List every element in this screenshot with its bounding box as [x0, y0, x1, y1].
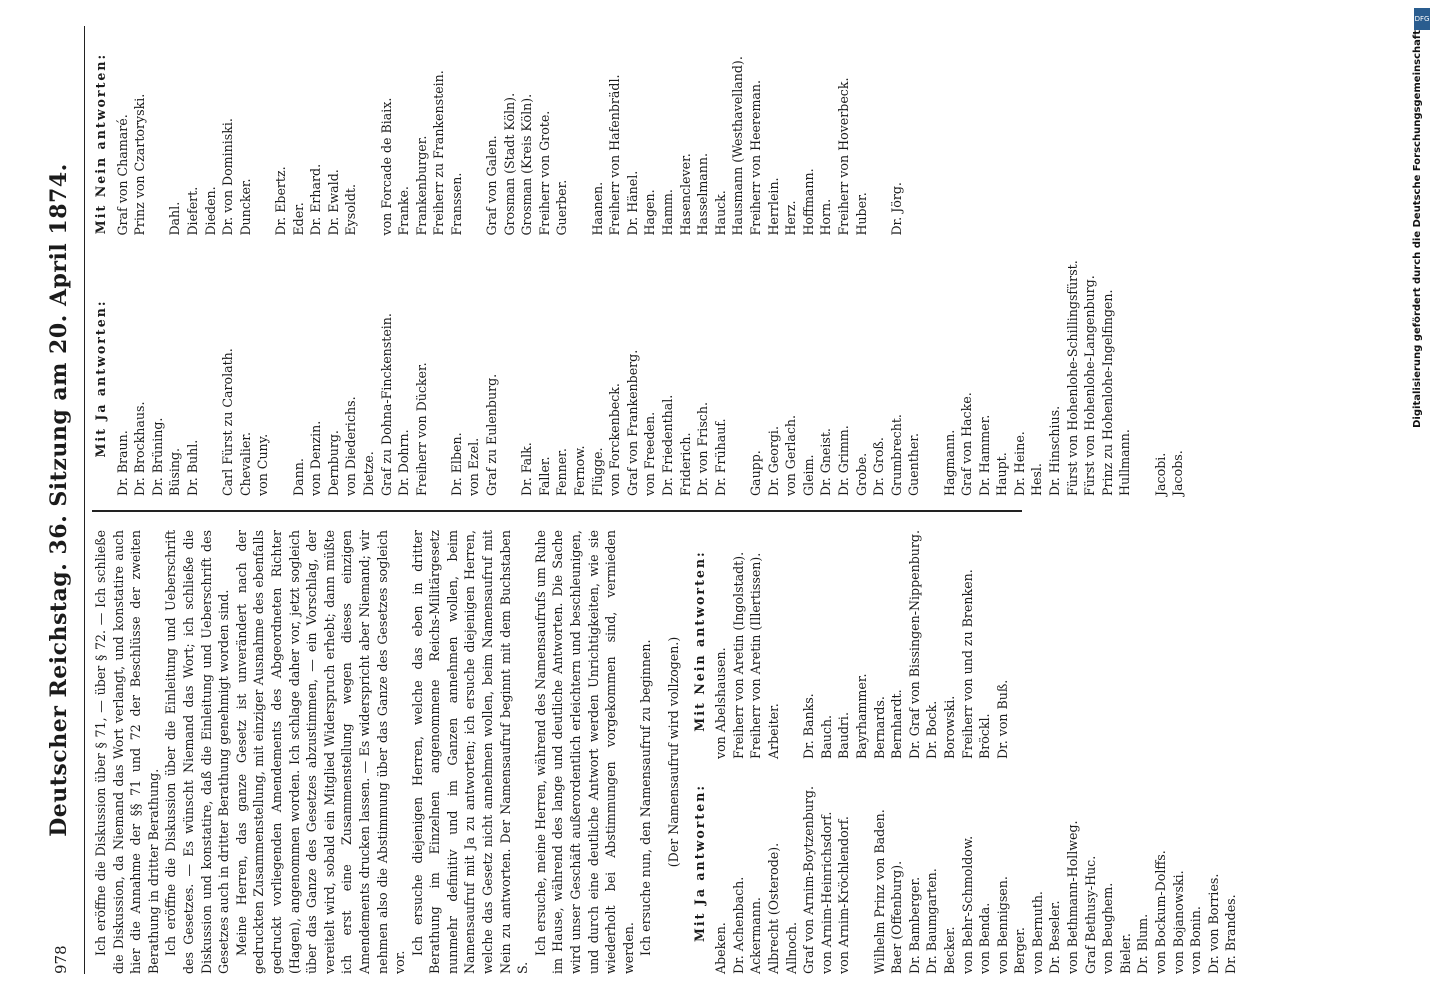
- spacer: [501, 242, 519, 496]
- member-name: Graf Bethusy-Huc.: [1082, 855, 1098, 974]
- nein-list-right: [114, 26, 1187, 236]
- member-name: Hoffmann.: [800, 168, 816, 236]
- member-name: Dr. Grimm.: [835, 425, 851, 496]
- member-name: Freiherr von Hafenbrädl.: [607, 74, 623, 236]
- member-name: Fenner.: [554, 448, 570, 496]
- member-name: Grumbrecht.: [888, 414, 904, 496]
- member-name: Freiherr von Aretin (Illertissen).: [748, 552, 764, 760]
- member-name: Dr. Dohrn.: [396, 429, 412, 496]
- right-vote-lists: [114, 26, 1187, 496]
- member-name: Bröckl.: [977, 713, 993, 760]
- member-name: von Diederichs.: [343, 396, 359, 496]
- member-name: Dr. Braun.: [114, 430, 130, 496]
- member-name: Friderich.: [677, 432, 693, 496]
- nein-heading-right: Mit Nein antworten:: [93, 52, 108, 235]
- spacer: [254, 26, 272, 236]
- member-name: von Arnim-Kröchlendorf.: [836, 816, 852, 974]
- member-name: von Denzin.: [308, 420, 324, 496]
- watermark: [1410, 30, 1428, 970]
- member-name: Dr. Brockhaus.: [132, 401, 148, 496]
- member-name: von Benda.: [977, 902, 993, 974]
- member-name: Ackermann.: [748, 897, 764, 974]
- member-name: Hamm.: [660, 189, 675, 236]
- member-name: Gleim.: [800, 454, 816, 496]
- ja-list-a: [712, 765, 1240, 974]
- member-name: Horn.: [818, 198, 834, 236]
- body-paragraph: Meine Herren, das ganze Gesetz ist unverändert nach der gedruckten Zusammenstellung, mit einziger Ausnahme des ebenfalls gedruckt vorliegenden Amendements des Abgeordneten Richter (Hagen), angenommen worden. Ich schlage daher vor, jetzt sogleich über das Ganze des Gesetzes abzustimmen, — ein Vorschlag, der vereitelt wird, sobald ein Mitglied Widerspruch erhebt; dann müßte ich erst eine Zusammenstellung wegen dieses einzigen Amendements drucken lassen. — Es widerspricht aber Niemand; wir nehmen also die Abstimmung über das Ganze des Gesetzes sogleich vor.: [233, 530, 408, 974]
- member-name: Dann.: [290, 458, 306, 496]
- member-name: von Bethmann-Hollweg.: [1065, 820, 1081, 974]
- member-name: Abeken.: [713, 922, 729, 974]
- member-name: Eysoldt.: [343, 184, 359, 236]
- member-name: Borowski.: [941, 695, 957, 760]
- spacer: [202, 242, 220, 496]
- member-name: Arbeiter.: [765, 703, 781, 760]
- body-paragraph: Ich eröffne die Diskussion über § 71, — über § 72. — Ich schließe die Diskussion, da Niemand das Wort verlangt, und konstatire auch hier die Annahme der §§ 71 und 72 der Beschlüsse der zweiten Berathung in dritter Berathung.: [93, 530, 161, 974]
- right-sublists: [712, 530, 1240, 759]
- member-name: Freiherr von Aretin (Ingolstadt).: [730, 551, 746, 760]
- member-name: von Bonin.: [1188, 906, 1204, 974]
- member-name: von Freeden.: [642, 411, 658, 496]
- member-name: Dr. Elben.: [448, 432, 464, 496]
- right-vote-headings: [92, 26, 110, 496]
- member-name: Hasselmann.: [695, 152, 711, 236]
- watermark-text: Digitalisierung gefördert durch die Deutsche Forschungsgemeinschaft: [1412, 30, 1423, 428]
- member-name: Grosman (Stadt Köln).: [501, 92, 517, 236]
- member-name: Fernow.: [572, 445, 588, 496]
- member-name: Carl Fürst zu Carolath.: [220, 348, 236, 496]
- member-name: Bernhardt.: [889, 689, 905, 760]
- member-name: Graf von Chamaré.: [114, 114, 130, 236]
- member-name: von Abelshausen.: [713, 647, 729, 760]
- member-name: Dr. Georgi.: [765, 426, 781, 496]
- member-name: von Cuny.: [255, 433, 271, 496]
- member-name: von Arnim-Heinrichsdorf.: [818, 811, 834, 974]
- spacer: [729, 242, 747, 496]
- member-name: Dr. Bock.: [924, 700, 940, 760]
- spacer: [149, 26, 167, 236]
- ja-heading-right: Mit Ja antworten:: [93, 299, 108, 458]
- member-name: von Bernuth.: [1029, 891, 1045, 974]
- member-name: Eder.: [290, 202, 306, 236]
- member-name: von Beughem.: [1100, 882, 1116, 974]
- paragraphs: [92, 530, 655, 974]
- member-name: Faller.: [536, 456, 552, 496]
- member-name: Graf von Arnim-Boytzenburg.: [801, 786, 817, 974]
- member-name: Diefert.: [184, 186, 200, 236]
- spacer: [571, 26, 589, 236]
- spacer: [870, 26, 888, 236]
- member-name: Dr. Blum.: [1135, 913, 1151, 974]
- member-name: Dieden.: [202, 186, 218, 236]
- member-name: Jacobi.: [1152, 452, 1168, 496]
- spacer: [923, 242, 941, 496]
- member-name: Dr. Frühauf.: [712, 418, 728, 496]
- member-name: Dr. Beseler.: [1047, 900, 1063, 974]
- member-name: Franssen.: [448, 172, 464, 236]
- body-paragraph: Ich ersuche nun, den Namensaufruf zu beginnen.: [638, 639, 654, 956]
- member-name: Hagmann.: [941, 429, 957, 496]
- member-name: Dr. Friedenthal.: [660, 394, 675, 496]
- member-name: Gaupp.: [747, 450, 763, 496]
- ja-heading: Mit Ja antworten:: [691, 783, 707, 943]
- member-name: Frankenburger.: [413, 135, 429, 236]
- member-name: Hausmann (Westhavelland).: [730, 56, 746, 236]
- member-name: Haanen.: [589, 181, 605, 236]
- newspaper-page: [0, 26, 1432, 974]
- member-name: Freiherr von Heereman.: [747, 79, 763, 236]
- member-name: Allnoch.: [783, 921, 799, 974]
- member-name: Graf zu Eulenburg.: [484, 373, 500, 496]
- member-name: Graf von Frankenberg.: [624, 349, 640, 496]
- member-name: Fürst von Hohenlohe-Langenburg.: [1082, 275, 1098, 496]
- member-name: Berger.: [1012, 927, 1028, 974]
- member-name: von Bojanowski.: [1170, 870, 1186, 974]
- member-name: Guenther.: [906, 433, 922, 496]
- member-name: Dr. Hammer.: [976, 414, 992, 496]
- member-name: Prinz zu Hohenlohe-Ingelfingen.: [1099, 289, 1115, 496]
- member-name: Dr. von Frisch.: [695, 402, 711, 496]
- member-name: von Forcade de Biaix.: [378, 97, 394, 236]
- member-name: Guerber.: [554, 179, 570, 236]
- member-name: Haupt.: [994, 452, 1010, 496]
- spacer: [272, 242, 290, 496]
- ja-list-b: [800, 530, 1011, 759]
- member-name: Hasenclever.: [677, 153, 693, 236]
- member-name: Hullmann.: [1117, 429, 1133, 496]
- ja-list-right: [114, 242, 1187, 496]
- member-name: Dr. von Dominiski.: [220, 118, 236, 236]
- member-name: Büsing.: [167, 447, 183, 496]
- member-name: von Bennigsen.: [994, 876, 1010, 974]
- member-name: Hagen.: [642, 189, 658, 236]
- member-name: von Bockum-Dolffs.: [1153, 850, 1169, 974]
- member-name: Dr. Hinschius.: [1047, 405, 1063, 496]
- member-name: Chevalier.: [237, 432, 253, 496]
- member-name: Freiherr zu Frankenstein.: [431, 70, 447, 236]
- body-paragraph: Ich ersuche diejenigen Herren, welche das eben in dritter Berathung im Einzelnen angenommene Reichs-Militärgesetz nunmehr definitiv und im Ganzen annehmen wollen, beim Namensaufruf mit Ja zu antworten; ich ersuche diejenigen Herren, welche das Gesetz nicht annehmen wollen, beim Namensaufruf mit Nein zu antworten. Der Namensaufruf beginnt mit dem Buchstaben S.: [409, 530, 531, 974]
- vote-note: (Der Namensaufruf wird vollzogen.): [666, 636, 681, 868]
- member-name: Dr. Brüning.: [149, 417, 165, 496]
- member-name: Baer (Offenburg).: [889, 860, 905, 974]
- member-name: Dr. Gneist.: [818, 428, 834, 496]
- member-name: Herrlein.: [765, 177, 781, 236]
- member-name: Dr. Buhl.: [184, 439, 200, 496]
- member-name: Jacobs.: [1170, 450, 1186, 496]
- member-name: Freiherr von Grote.: [536, 110, 552, 236]
- member-name: Dietze.: [360, 451, 376, 496]
- member-name: Dr. Hänel.: [624, 170, 640, 236]
- spacer: [360, 26, 378, 236]
- nein-heading: Mit Nein antworten:: [691, 550, 707, 732]
- left-column: [92, 530, 1240, 974]
- nein-list-a: [712, 530, 782, 759]
- member-name: Dr. Achenbach.: [730, 876, 746, 974]
- member-name: Dr. Heine.: [1011, 431, 1027, 496]
- spacer: [1134, 242, 1152, 496]
- body-paragraph: Ich eröffne die Diskussion über die Einleitung und Ueberschrift des Gesetzes. — Es wünscht Niemand das Wort; ich schließe die Diskussion und konstatire, daß die Einleitung und Ueberschrift des Gesetzes auch in dritter Berathung genehmigt worden sind.: [163, 530, 232, 974]
- left-vote-headings: [691, 530, 709, 974]
- member-name: Freiherr von Dücker.: [413, 362, 429, 496]
- member-name: Dr. Ewald.: [325, 169, 341, 236]
- member-name: Dr. Baumgarten.: [924, 868, 940, 974]
- body-paragraph: Ich ersuche, meine Herren, während des Namensaufrufs um Ruhe im Hause, während des lange und deutliche Antworten. Die Sache wird unser Geschäft außerordentlich erleichtern und beschleunigen, und durch eine deutliche Antwort werden Unrichtigkeiten, wie sie wiederholt bei Abstimmungen vorgekommen sind, vermieden werden.: [532, 530, 636, 974]
- member-name: Grosman (Kreis Köln).: [519, 93, 535, 236]
- member-name: Baudri.: [836, 712, 852, 760]
- member-name: Graf von Galen.: [484, 135, 500, 236]
- member-name: Herz.: [783, 200, 799, 236]
- member-name: Flügge.: [589, 447, 605, 496]
- member-name: Dr. von Buß.: [994, 679, 1010, 760]
- member-name: Freiherr von und zu Brenken.: [959, 569, 975, 760]
- member-name: Dr. Ebertz.: [272, 166, 288, 236]
- member-name: Dr. Jörg.: [888, 182, 904, 236]
- member-name: Bayrhammer.: [853, 673, 869, 760]
- member-name: Bauch.: [818, 714, 834, 760]
- member-name: Graf von Hacke.: [959, 392, 975, 496]
- page-title: Deutscher Reichstag. 36. Sitzung am 20. April 1874.: [46, 163, 72, 837]
- member-name: Graf zu Dohna-Finckenstein.: [378, 313, 394, 496]
- member-name: Hesl.: [1029, 463, 1045, 496]
- member-name: von Gerlach.: [783, 414, 799, 496]
- member-name: Dr. Erhard.: [308, 163, 324, 236]
- member-name: Franke.: [396, 186, 412, 236]
- member-name: Becker.: [941, 926, 957, 974]
- member-name: von Ezel.: [466, 437, 482, 496]
- member-name: Grobe.: [853, 452, 869, 496]
- member-name: Fürst von Hohenlohe-Schillingsfürst.: [1064, 260, 1080, 496]
- member-name: Bernards.: [871, 696, 887, 760]
- member-name: Wilhelm Prinz von Baden.: [871, 809, 887, 974]
- member-name: Duncker.: [237, 178, 253, 236]
- member-name: Dernburg.: [325, 430, 341, 496]
- spacer: [430, 242, 448, 496]
- left-vote-lists: [712, 530, 1240, 974]
- column-divider: [92, 511, 1022, 513]
- right-column: [92, 26, 1187, 496]
- member-name: Dr. Brandes.: [1223, 894, 1239, 974]
- dfg-logo: DFG: [1414, 8, 1430, 30]
- spacer: [465, 26, 483, 236]
- spacer: [853, 765, 871, 974]
- member-name: Dr. Bamberger.: [906, 876, 922, 974]
- member-name: Hauck.: [712, 190, 728, 236]
- member-name: Freiherr von Hoverbeck.: [835, 77, 851, 236]
- member-name: Dahl.: [167, 201, 183, 236]
- member-name: Albrecht (Osterode).: [765, 842, 781, 974]
- member-name: Dr. von Borries.: [1205, 873, 1221, 974]
- member-name: Prinz von Czartoryski.: [132, 93, 148, 236]
- member-name: von Forckenbeck.: [607, 383, 623, 496]
- member-name: Dr. Graf von Bissingen-Nippenburg.: [906, 530, 922, 760]
- member-name: von Behr-Schmoldow.: [959, 835, 975, 974]
- page-number: 978: [52, 945, 70, 974]
- member-name: Dr. Falk.: [519, 442, 535, 496]
- page-header: [44, 26, 85, 974]
- member-name: Bieler.: [1117, 933, 1133, 974]
- member-name: Dr. Banks.: [801, 693, 817, 760]
- member-name: Huber.: [853, 192, 869, 236]
- member-name: Dr. Groß.: [871, 437, 887, 496]
